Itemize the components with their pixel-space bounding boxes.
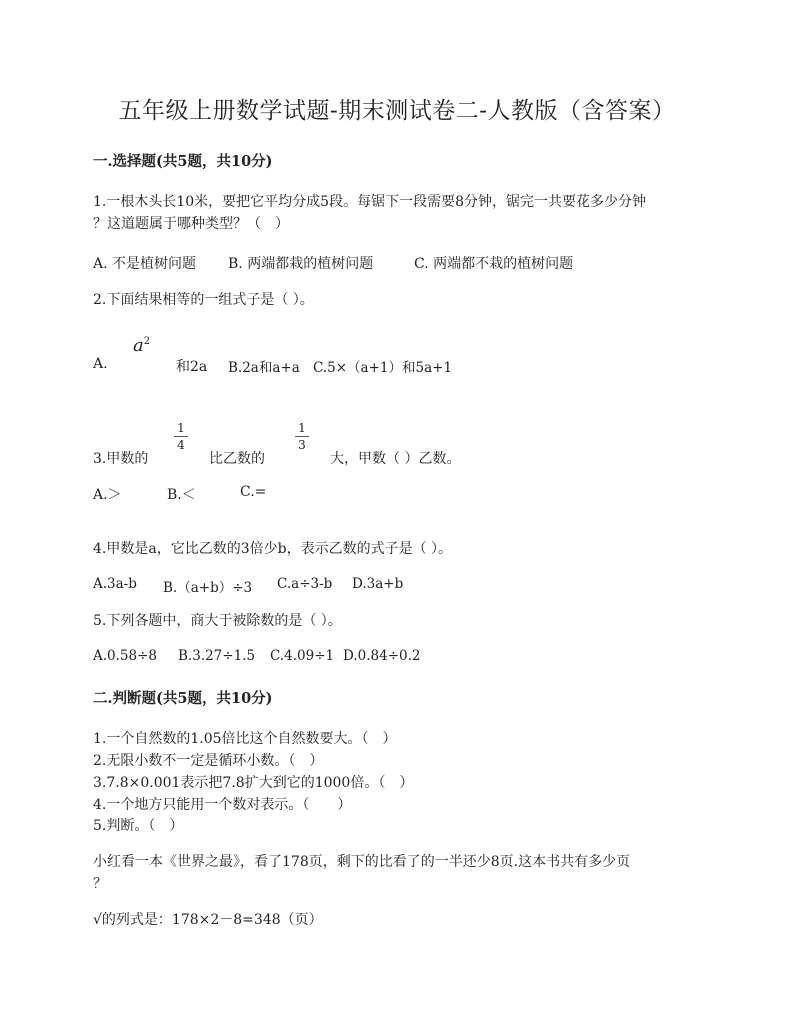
judgement-item-5: 5.判断。（ ） bbox=[93, 818, 184, 834]
q4-option-d: D.3a+b bbox=[352, 576, 404, 592]
word-problem-formula: √的列式是：178×2－8=348（页） bbox=[93, 912, 323, 928]
q5-option-d: D.0.84÷0.2 bbox=[343, 648, 421, 664]
judgement-item-4: 4.一个地方只能用一个数对表示。（ ） bbox=[93, 797, 352, 813]
q3-stem-part1: 3.甲数的 bbox=[93, 451, 149, 467]
q3-stem-part2: 比乙数的 bbox=[209, 451, 265, 467]
q2-option-b: B.2a和a+a bbox=[228, 360, 300, 376]
q3-option-b: B.＜ bbox=[167, 487, 196, 503]
judgement-item-3: 3.7.8×0.001表示把7.8扩大到它的1000倍。（ ） bbox=[93, 775, 414, 791]
q3-stem-part3: 大，甲数（ ）乙数。 bbox=[330, 451, 461, 467]
q1-option-c: C. 两端都不栽的植树问题 bbox=[414, 256, 574, 272]
q5-stem: 5.下列各题中，商大于被除数的是（ ）。 bbox=[93, 613, 342, 629]
q4-stem: 4.甲数是a，它比乙数的3倍少b，表示乙数的式子是（ ）。 bbox=[93, 541, 453, 557]
q2-option-a-prefix: A. bbox=[93, 356, 108, 372]
q2-option-c: C.5×（a+1）和5a+1 bbox=[313, 360, 453, 376]
q1-option-a: A. 不是植树问题 bbox=[93, 256, 197, 272]
q5-option-b: B.3.27÷1.5 bbox=[178, 648, 256, 664]
judgement-item-1: 1.一个自然数的1.05倍比这个自然数要大。（ ） bbox=[93, 731, 397, 747]
word-problem-line2: ？ bbox=[93, 876, 107, 892]
q2-option-a-expression: $a^2$ bbox=[133, 335, 151, 356]
judgement-item-2: 2.无限小数不一定是循环小数。（ ） bbox=[93, 753, 324, 769]
q4-option-c: C.a÷3-b bbox=[277, 576, 333, 592]
q3-option-c: C.= bbox=[240, 484, 267, 500]
section-heading-choice: 一.选择题(共5题，共10分) bbox=[93, 153, 273, 170]
q2-option-a-suffix: 和2a bbox=[176, 359, 208, 375]
q5-option-a: A.0.58÷8 bbox=[93, 648, 157, 664]
section-heading-judgement: 二.判断题(共5题，共10分) bbox=[93, 690, 273, 707]
q5-option-c: C.4.09÷1 bbox=[270, 648, 335, 664]
word-problem-line1: 小红看一本《世界之最》，看了178页，剩下的比看了的一半还少8页.这本书共有多少页 bbox=[93, 854, 631, 870]
q4-option-a: A.3a-b bbox=[93, 576, 137, 592]
q3-option-a: A.＞ bbox=[93, 487, 122, 503]
q4-option-b: B.（a+b）÷3 bbox=[163, 580, 253, 596]
q3-fraction-one-quarter: 1 4 bbox=[174, 421, 188, 452]
q3-fraction-one-third: 1 3 bbox=[295, 421, 309, 452]
q1-stem-line1: 1.一根木头长10米，要把它平均分成5段。每锯下一段需要8分钟，锯完一共要花多少分钟 bbox=[93, 194, 646, 210]
q1-stem-line2: ？这道题属于哪种类型？（ ） bbox=[93, 216, 289, 232]
q1-option-b: B. 两端都栽的植树问题 bbox=[228, 256, 374, 272]
q2-stem: 2.下面结果相等的一组式子是（ ）。 bbox=[93, 292, 314, 308]
page-title: 五年级上册数学试题-期末测试卷二-人教版（含答案） bbox=[118, 98, 676, 124]
